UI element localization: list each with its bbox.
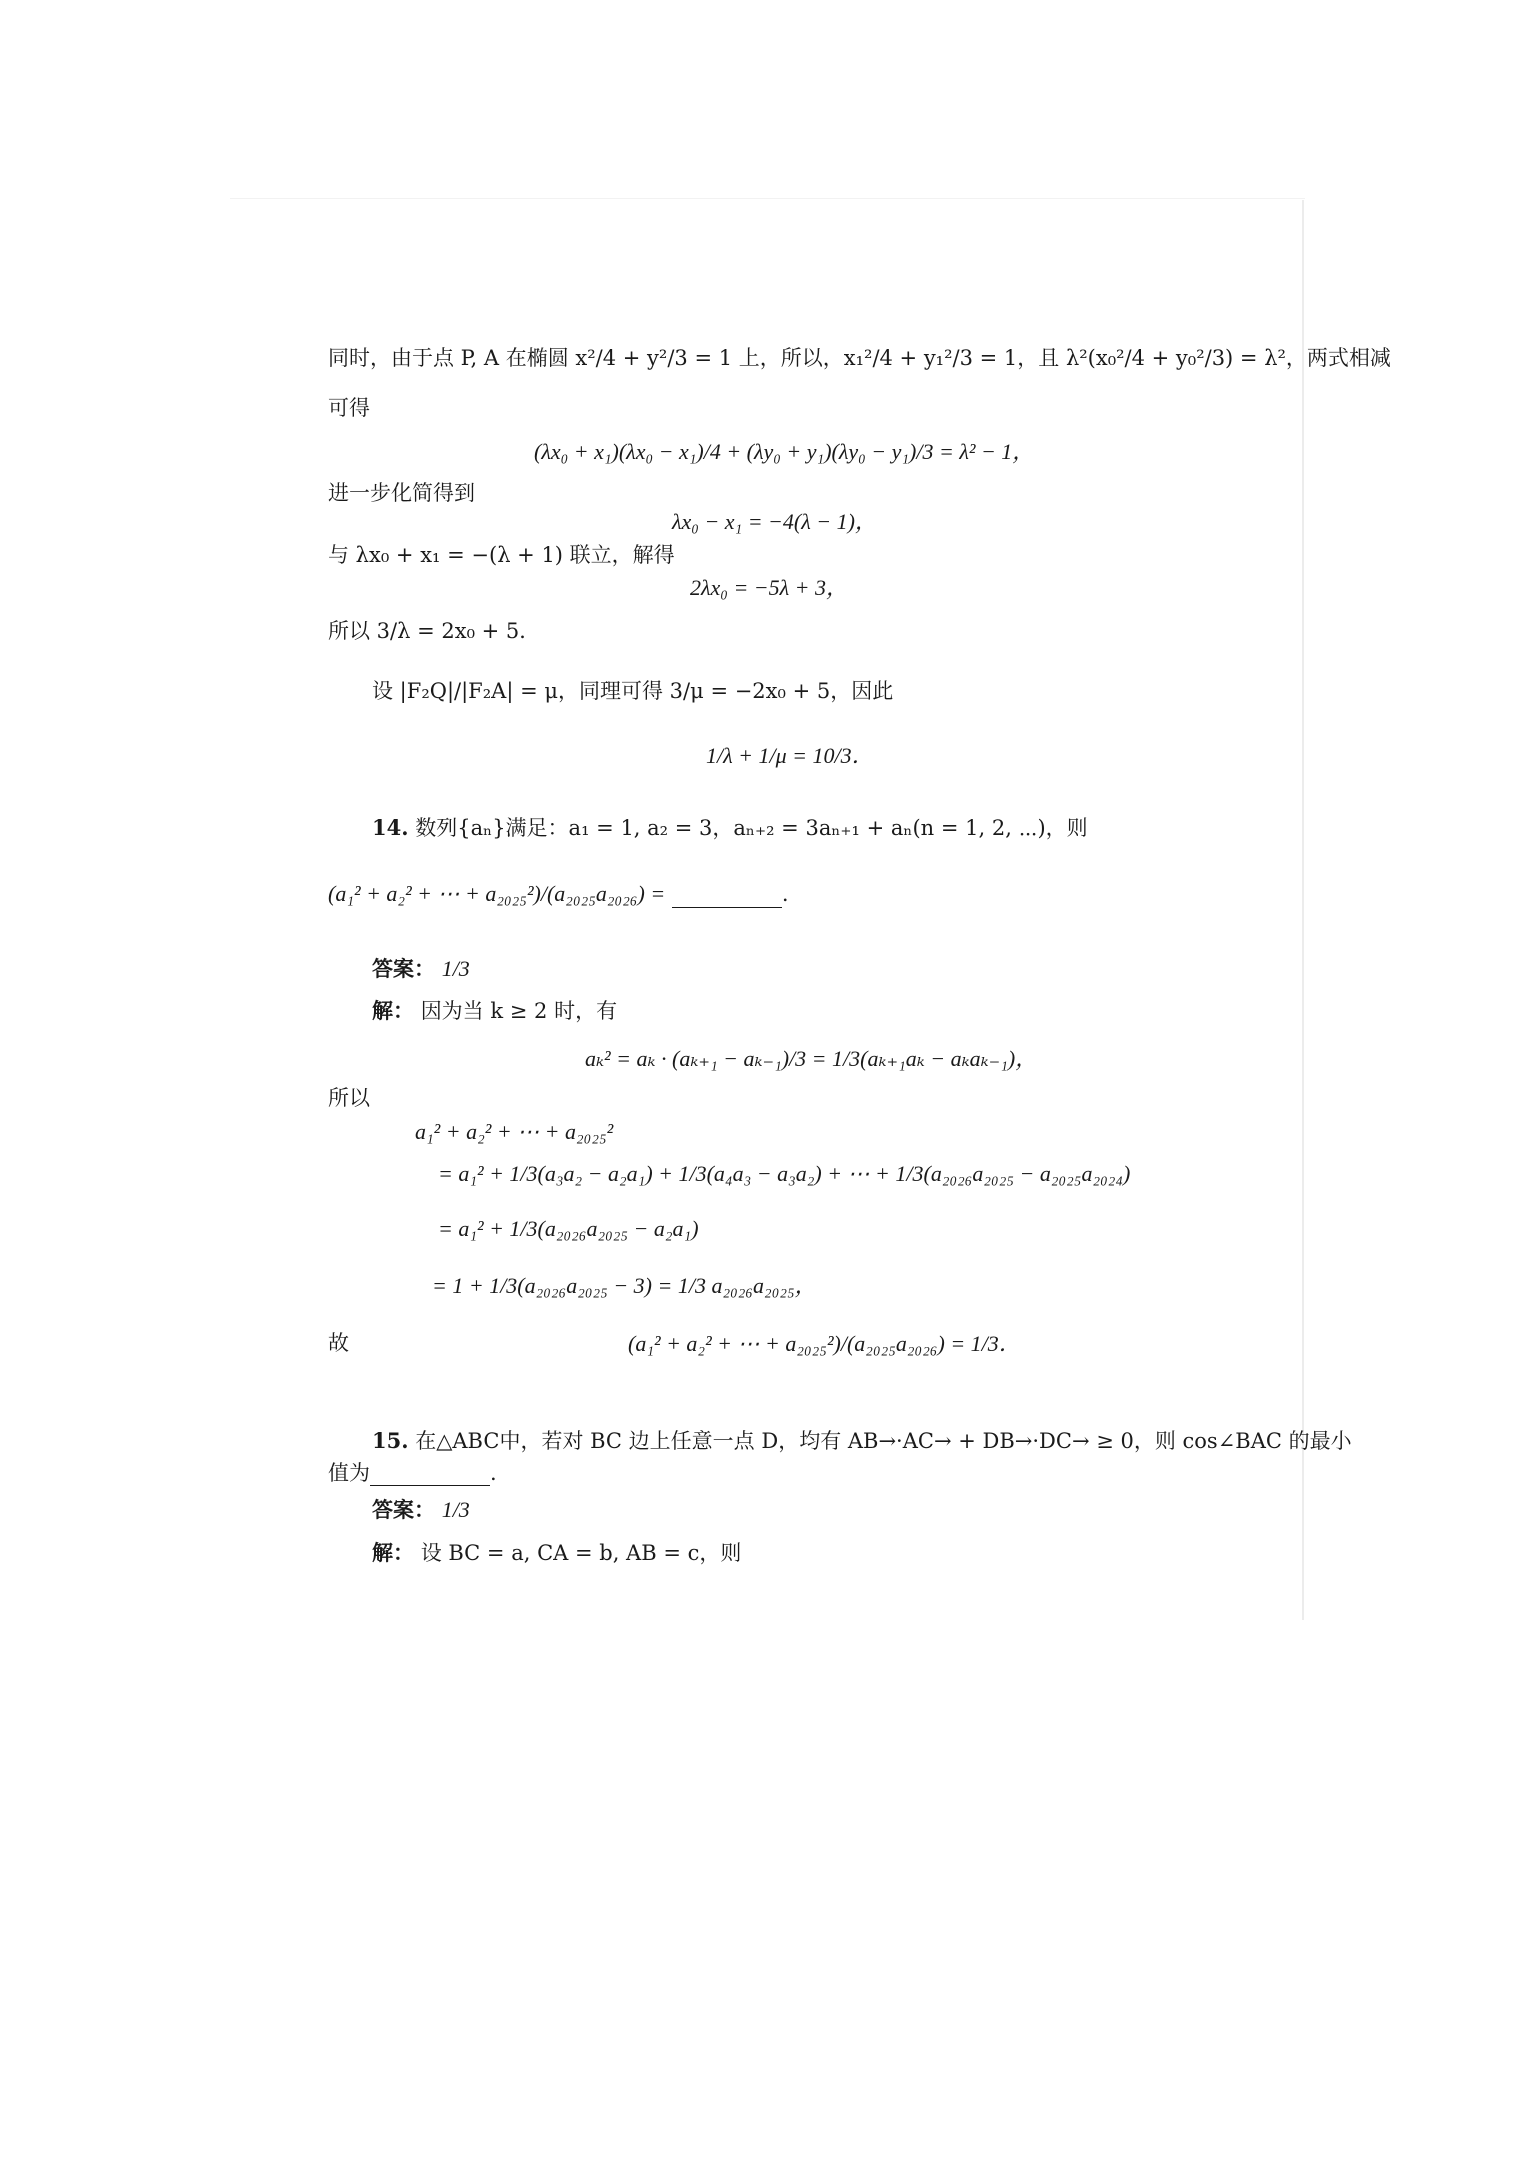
problem-15-answer-blank — [370, 1463, 490, 1486]
problem-14-question-expr: (a₁² + a₂² + ⋯ + a₂₀₂₅²)/(a₂₀₂₅a₂₀₂₆) = — [328, 881, 666, 906]
continuation-line-6: 设 |F₂Q|/|F₂A| = μ，同理可得 3/μ = −2x₀ + 5，因此 — [372, 679, 894, 703]
page-edge-top — [230, 198, 1305, 199]
problem-14-so-label: 所以 — [328, 1086, 370, 1110]
problem-14-question — [328, 880, 789, 908]
problem-15 — [372, 1428, 1352, 1454]
problem-14-answer-label: 答案： — [372, 956, 435, 981]
problem-14 — [372, 815, 1088, 841]
problem-15-solution — [372, 1540, 741, 1566]
problem-14-solution-intro-text: 因为当 k ≥ 2 时，有 — [420, 999, 618, 1023]
continuation-equation-4: 1/λ + 1/μ = 10/3． — [706, 743, 874, 768]
continuation-line-1: 同时，由于点 P, A 在椭圆 x²/4 + y²/3 = 1 上，所以，x₁²/4 + y₁²/3 = 1，且 λ²(x₀²/4 + y₀²/3) = λ²，两式相减 — [328, 346, 1391, 370]
problem-14-therefore-label: 故 — [328, 1331, 349, 1355]
problem-14-solution-intro — [372, 998, 617, 1024]
problem-15-answer-value: 1/3 — [441, 1497, 470, 1522]
problem-15-answer — [372, 1496, 470, 1524]
problem-15-solution-text: 设 BC = a, CA = b, AB = c，则 — [420, 1541, 742, 1565]
continuation-equation-2: λx₀ − x₁ = −4(λ − 1)， — [672, 509, 877, 534]
page-edge-right — [1302, 200, 1304, 1620]
problem-14-question-end: . — [781, 882, 789, 906]
problem-15-question-end: . — [490, 1461, 497, 1485]
continuation-equation-3: 2λx₀ = −5λ + 3， — [690, 575, 849, 600]
problem-14-equation-1: aₖ² = aₖ · (aₖ₊₁ − aₖ₋₁)/3 = 1/3(aₖ₊₁aₖ − aₖaₖ₋₁)， — [585, 1046, 1038, 1071]
problem-15-number: 15. — [372, 1428, 409, 1453]
continuation-equation-1: (λx₀ + x₁)(λx₀ − x₁)/4 + (λy₀ + y₁)(λy₀ − y₁)/3 = λ² − 1， — [534, 439, 1035, 464]
continuation-line-4: 与 λx₀ + x₁ = −(λ + 1) 联立，解得 — [328, 543, 675, 567]
problem-14-number: 14. — [372, 815, 409, 840]
problem-15-statement: 在△ABC中，若对 BC 边上任意一点 D，均有 AB→·AC→ + DB→·DC→ ≥ 0，则 cos∠BAC 的最小 — [415, 1429, 1352, 1453]
problem-14-statement: 数列{aₙ}满足：a₁ = 1, a₂ = 3，aₙ₊₂ = 3aₙ₊₁ + aₙ(n = 1, 2, ⋯)，则 — [415, 816, 1088, 840]
problem-15-statement-cont: 值为 — [328, 1461, 370, 1485]
problem-14-step-3: = 1 + 1/3(a₂₀₂₆a₂₀₂₅ − 3) = 1/3 a₂₀₂₆a₂₀₂₅， — [432, 1273, 817, 1298]
problem-14-step-1: = a₁² + 1/3(a₃a₂ − a₂a₁) + 1/3(a₄a₃ − a₃a₂) + ⋯ + 1/3(a₂₀₂₆a₂₀₂₅ − a₂₀₂₅a₂₀₂₄) — [438, 1161, 1131, 1186]
problem-14-solution-label: 解： — [372, 998, 414, 1023]
problem-14-sum-line: a₁² + a₂² + ⋯ + a₂₀₂₅² — [415, 1119, 614, 1144]
problem-14-answer-value: 1/3 — [441, 956, 470, 981]
problem-14-step-2: = a₁² + 1/3(a₂₀₂₆a₂₀₂₅ − a₂a₁) — [438, 1216, 699, 1241]
problem-15-question — [328, 1460, 497, 1486]
problem-14-answer — [372, 955, 470, 983]
continuation-line-5: 所以 3/λ = 2x₀ + 5． — [328, 619, 541, 643]
continuation-line-3: 进一步化简得到 — [328, 481, 475, 505]
continuation-line-2: 可得 — [328, 396, 370, 420]
problem-15-solution-label: 解： — [372, 1540, 414, 1565]
problem-14-final-equation: (a₁² + a₂² + ⋯ + a₂₀₂₅²)/(a₂₀₂₅a₂₀₂₆) = 1/3． — [628, 1331, 1021, 1356]
problem-15-answer-label: 答案： — [372, 1497, 435, 1522]
problem-14-answer-blank — [672, 885, 782, 908]
